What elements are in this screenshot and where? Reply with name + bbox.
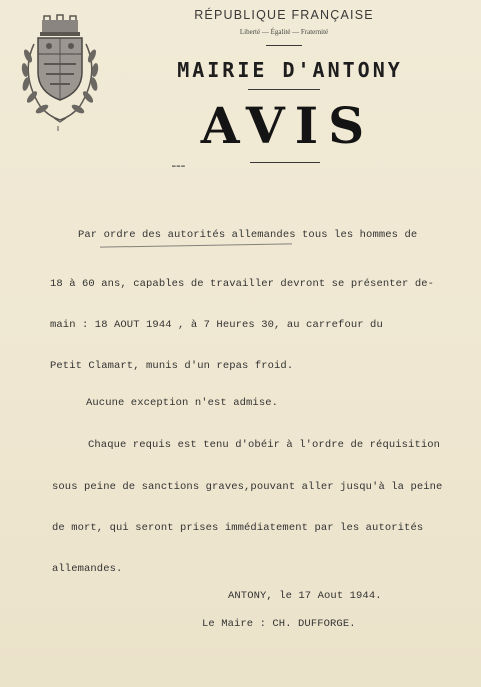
body-line-9: allemandes. bbox=[52, 563, 123, 575]
mayor-signature-line: Le Maire : CH. DUFFORGE. bbox=[202, 618, 356, 630]
body-line-8: de mort, qui seront prises immédiatement par les autorités bbox=[52, 522, 424, 534]
body-line-7: sous peine de sanctions graves,pouvant aller jusqu'à la peine bbox=[52, 481, 443, 493]
place-and-date: ANTONY, le 17 Aout 1944. bbox=[228, 590, 382, 602]
title-divider bbox=[250, 162, 320, 163]
notice-title: AVIS bbox=[200, 96, 375, 155]
coat-of-arms-icon bbox=[14, 14, 106, 132]
body-line-4: Petit Clamart, munis d'un repas froid. bbox=[50, 360, 294, 372]
handwritten-underline bbox=[100, 243, 292, 247]
body-line-5: Aucune exception n'est admise. bbox=[86, 397, 279, 409]
header-divider bbox=[266, 45, 302, 46]
stray-mark: ▬▬▬ bbox=[172, 162, 186, 169]
body-line-3: main : 18 AOUT 1944 , à 7 Heures 30, au carrefour du bbox=[50, 319, 383, 331]
republic-heading: RÉPUBLIQUE FRANÇAISE bbox=[194, 8, 374, 22]
mairie-divider bbox=[248, 89, 320, 90]
mairie-heading: MAIRIE D'ANTONY bbox=[177, 58, 403, 82]
body-line-6: Chaque requis est tenu d'obéir à l'ordre de réquisition bbox=[88, 439, 441, 451]
republic-motto: Liberté — Égalité — Fraternité bbox=[239, 28, 329, 36]
body-line-1: Par ordre des autorités allemandes tous les hommes de bbox=[78, 229, 418, 241]
body-line-2: 18 à 60 ans, capables de travailler devront se présenter de- bbox=[50, 278, 435, 290]
